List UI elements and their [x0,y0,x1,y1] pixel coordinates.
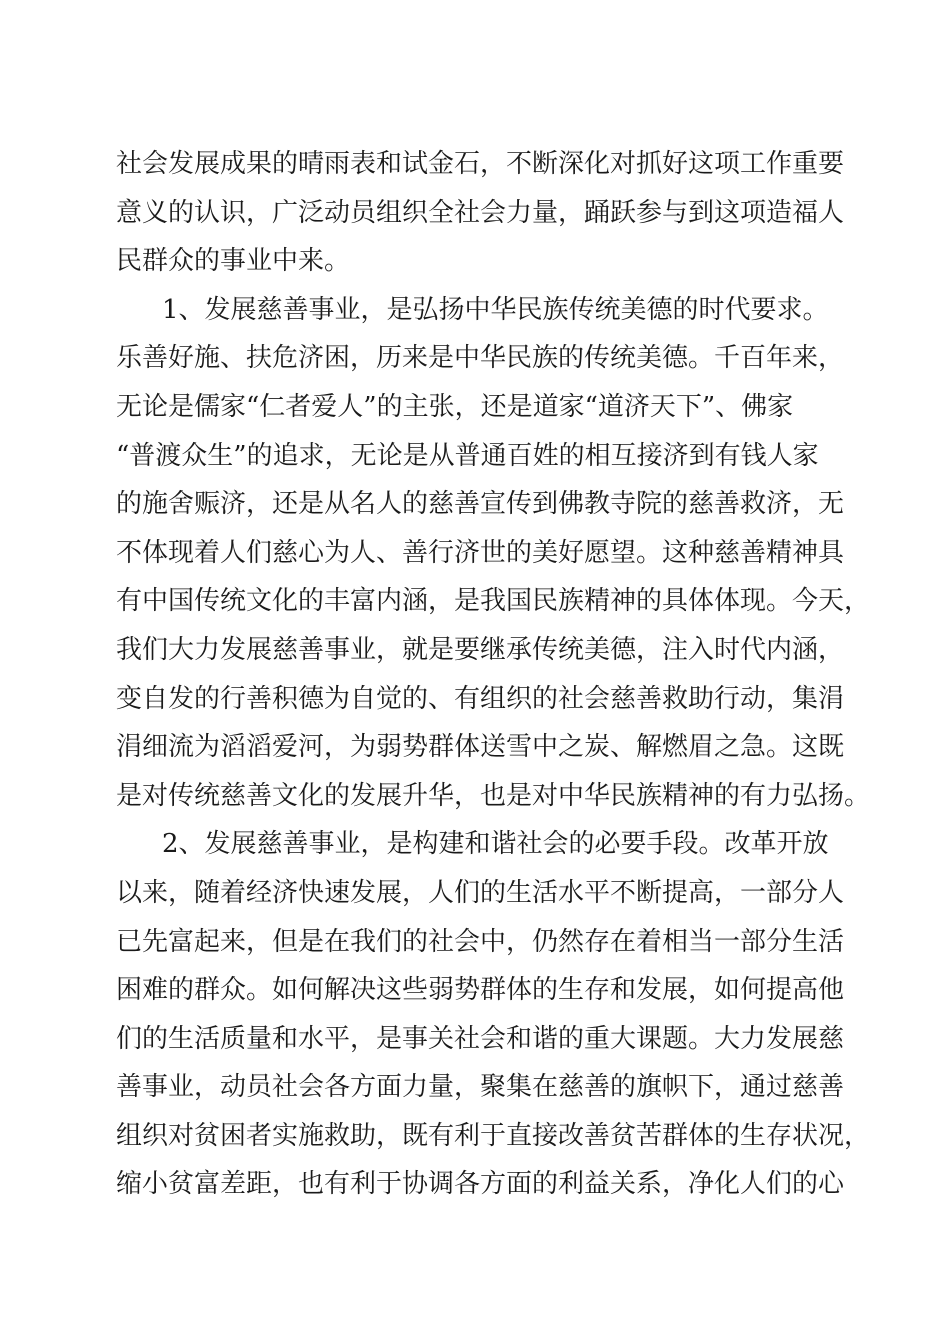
text-line: 以来，随着经济快速发展，人们的生活水平不断提高，一部分人 [116,877,845,908]
text-line: 社会发展成果的晴雨表和试金石，不断深化对抓好这项工作重要 [116,149,845,179]
text-line: 已先富起来，但是在我们的社会中，仍然存在着相当一部分生活 [116,926,845,957]
text-line: 们的生活质量和水平，是事关社会和谐的重大课题。大力发展慈 [116,1023,845,1054]
text-line: 涓细流为滔滔爱河，为弱势群体送雪中之炭、解燃眉之急。这既 [116,732,845,763]
text-line: 2、发展慈善事业，是构建和谐社会的必要手段。改革开放 [162,829,829,860]
text-line: 民群众的事业中来。 [116,246,351,277]
paragraph [116,286,871,821]
text-line: 变自发的行善积德为自觉的、有组织的社会慈善救助行动，集涓 [116,683,845,714]
paragraph [116,820,871,1209]
text-line: 困难的群众。如何解决这些弱势群体的生存和发展，如何提高他 [116,975,845,1006]
text-line: “普渡众生”的追求，无论是从普通百姓的相互接济到有钱人家 [116,440,819,471]
text-line: 是对传统慈善文化的发展升华，也是对中华民族精神的有力弘扬。 [116,780,871,811]
text-line: 意义的认识，广泛动员组织全社会力量，踊跃参与到这项造福人 [116,197,845,228]
text-line: 不体现着人们慈心为人、善行济世的美好愿望。这种慈善精神具 [116,537,845,568]
text-line: 1、发展慈善事业，是弘扬中华民族传统美德的时代要求。 [162,294,829,325]
text-line: 组织对贫困者实施救助，既有利于直接改善贫苦群体的生存状况， [116,1120,871,1151]
text-line: 我们大力发展慈善事业，就是要继承传统美德，注入时代内涵， [116,634,845,665]
document-body [116,140,871,1209]
text-line: 无论是儒家“仁者爱人”的主张，还是道家“道济天下”、佛家 [116,391,794,422]
paragraph [116,140,845,286]
text-line: 善事业，动员社会各方面力量，聚集在慈善的旗帜下，通过慈善 [116,1072,845,1103]
text-line: 的施舍赈济，还是从名人的慈善宣传到佛教寺院的慈善救济，无 [116,489,845,520]
text-line: 有中国传统文化的丰富内涵，是我国民族精神的具体体现。今天， [116,586,871,617]
text-line: 缩小贫富差距，也有利于协调各方面的利益关系，净化人们的心 [116,1169,845,1200]
text-line: 乐善好施、扶危济困，历来是中华民族的传统美德。千百年来， [116,343,845,374]
